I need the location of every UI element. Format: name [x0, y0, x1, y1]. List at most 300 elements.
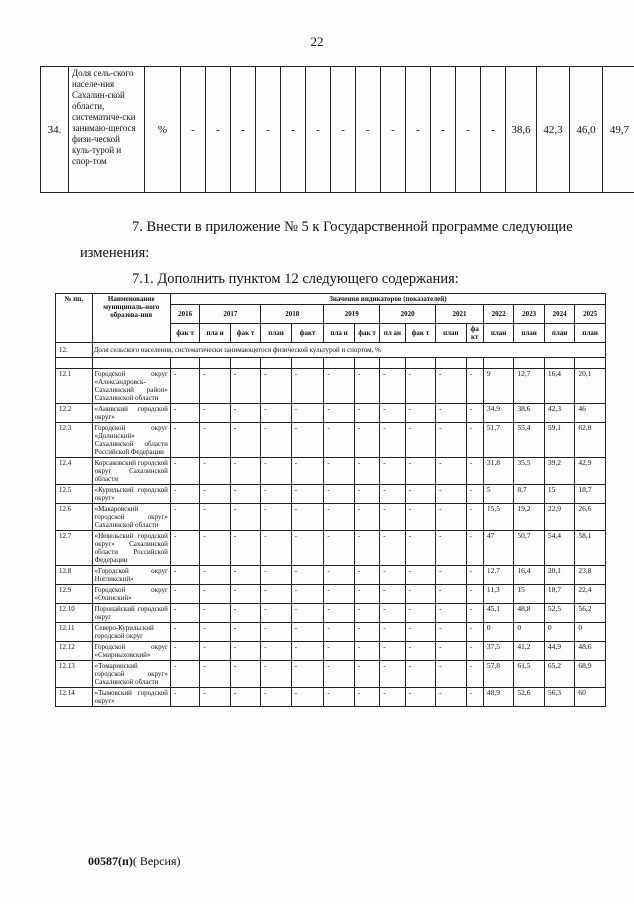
row-number: 12.6	[56, 504, 93, 531]
row-number: 12.13	[56, 661, 93, 688]
value-cell: -	[200, 585, 230, 604]
value-cell: -	[170, 585, 199, 604]
value-cell: -	[170, 423, 199, 458]
value-cell: -	[291, 604, 324, 623]
value-cell: -	[291, 642, 324, 661]
value-cell: 42,3	[544, 404, 574, 423]
sub-header: план	[261, 324, 291, 343]
value-cell: -	[261, 585, 291, 604]
sub-header: фак т	[354, 324, 379, 343]
value-cell: -	[324, 404, 354, 423]
value-cell: 26,6	[575, 504, 606, 531]
value-cell: -	[466, 566, 483, 585]
value-cell: -	[380, 485, 405, 504]
value-cell: 46	[575, 404, 606, 423]
value-cell: -	[405, 688, 435, 707]
sub-header: пл ан	[380, 324, 405, 343]
year-header: 2025	[575, 305, 606, 324]
value-cell: 0	[575, 623, 606, 642]
empty-cell	[170, 358, 199, 369]
value-cell: -	[200, 688, 230, 707]
value-cell: 42,9	[575, 458, 606, 485]
section-title: Доля сельского населения, систематически занимающегося физической культурой и спортом, %	[92, 343, 605, 358]
municipality-name: «Томаринский городской округ» Сахалинской области	[92, 661, 170, 688]
value-cell: 15	[514, 585, 544, 604]
municipality-name: Северо-Курильский городской округ	[92, 623, 170, 642]
table-row	[56, 404, 606, 423]
value-cell: -	[436, 458, 466, 485]
municipality-name: Городской округ «Охинский»	[92, 585, 170, 604]
year-header: 2021	[436, 305, 484, 324]
value-cell: -	[230, 423, 260, 458]
municipality-name: «Макаровский городской округ» Сахалинской области	[92, 504, 170, 531]
row-number: 12.2	[56, 404, 93, 423]
sub-header: план	[544, 324, 574, 343]
value-cell: -	[324, 623, 354, 642]
value-cell: 58,1	[575, 531, 606, 566]
header-row	[56, 294, 606, 305]
value-cell: -	[230, 688, 260, 707]
value-cell: -	[405, 642, 435, 661]
unit-cell: %	[145, 67, 181, 193]
table-row	[56, 504, 606, 531]
value-cell: 5	[483, 485, 513, 504]
sub-header: фа кт	[466, 324, 483, 343]
municipality-name: «Анивский городской округ»	[92, 404, 170, 423]
value-cell: 68,9	[575, 661, 606, 688]
continued-indicator-table	[40, 66, 634, 193]
empty-cell	[544, 358, 574, 369]
row-number: 12.5	[56, 485, 93, 504]
value-cell: 38,6	[506, 67, 537, 193]
sub-header: пла н	[200, 324, 230, 343]
value-cell: -	[405, 623, 435, 642]
indicator-table	[55, 293, 606, 707]
empty-cell	[92, 358, 170, 369]
value-cell: 35,5	[514, 458, 544, 485]
value-cell: -	[306, 67, 331, 193]
value-cell: -	[436, 604, 466, 623]
value-cell: -	[261, 404, 291, 423]
value-cell: -	[324, 423, 354, 458]
value-cell: -	[354, 623, 379, 642]
value-cell: -	[354, 504, 379, 531]
year-header: 2019	[324, 305, 380, 324]
value-cell: -	[230, 585, 260, 604]
value-cell: -	[380, 423, 405, 458]
value-cell: -	[230, 623, 260, 642]
value-cell: -	[380, 404, 405, 423]
table-row	[56, 642, 606, 661]
value-cell: -	[380, 566, 405, 585]
section-number: 12.	[56, 343, 93, 358]
value-cell: 59,1	[544, 423, 574, 458]
value-cell: -	[230, 661, 260, 688]
value-cell: -	[200, 458, 230, 485]
value-cell: -	[261, 423, 291, 458]
value-cell: -	[170, 604, 199, 623]
value-cell: -	[436, 566, 466, 585]
value-cell: 9	[483, 369, 513, 404]
value-cell: 46,0	[570, 67, 603, 193]
value-cell: -	[170, 642, 199, 661]
value-cell: -	[380, 369, 405, 404]
empty-cell	[380, 358, 405, 369]
page-number: 22	[310, 34, 324, 49]
value-cell: 11,3	[483, 585, 513, 604]
table-row	[56, 688, 606, 707]
value-cell: -	[291, 504, 324, 531]
municipality-name: Поронайский городской округ	[92, 604, 170, 623]
paragraph-amendment: 7. Внести в приложение № 5 к Государственной программе следующие	[132, 219, 573, 235]
value-cell: -	[380, 458, 405, 485]
value-cell: 19,2	[514, 504, 544, 531]
sub-header: фак т	[230, 324, 260, 343]
value-cell: 60	[575, 688, 606, 707]
table-row	[56, 423, 606, 458]
row-number: 12.3	[56, 423, 93, 458]
value-cell: -	[436, 585, 466, 604]
value-cell: 0	[483, 623, 513, 642]
year-header: 2017	[200, 305, 261, 324]
municipality-name: Городской округ «Александровск-Сахалинский район» Сахалинской области	[92, 369, 170, 404]
value-cell: 55,4	[514, 423, 544, 458]
value-cell: 39,2	[544, 458, 574, 485]
value-cell: 50,7	[514, 531, 544, 566]
value-cell: 38,6	[514, 404, 544, 423]
value-cell: -	[466, 642, 483, 661]
value-cell: -	[405, 458, 435, 485]
value-cell: -	[436, 504, 466, 531]
document-footer	[88, 854, 181, 869]
value-cell: 56,2	[575, 604, 606, 623]
value-cell: -	[230, 404, 260, 423]
value-cell: -	[466, 585, 483, 604]
value-cell: -	[200, 423, 230, 458]
table-row	[56, 531, 606, 566]
municipality-name: «Тымовский городской округ»	[92, 688, 170, 707]
value-cell: 22,4	[575, 585, 606, 604]
table-row	[56, 458, 606, 485]
spacer-row	[56, 358, 606, 369]
value-cell: -	[354, 458, 379, 485]
value-cell: -	[261, 661, 291, 688]
empty-cell	[324, 358, 354, 369]
value-cell: -	[324, 604, 354, 623]
column-header-number: № пп.	[56, 294, 93, 343]
value-cell: -	[354, 531, 379, 566]
value-cell: 48,9	[483, 688, 513, 707]
paragraph-changes: изменения:	[80, 245, 150, 261]
value-cell: -	[230, 369, 260, 404]
value-cell: -	[200, 623, 230, 642]
value-cell: -	[324, 661, 354, 688]
empty-cell	[466, 358, 483, 369]
value-cell: -	[436, 404, 466, 423]
value-cell: -	[324, 458, 354, 485]
value-cell: 52,5	[544, 604, 574, 623]
row-number: 12.10	[56, 604, 93, 623]
value-cell: -	[261, 504, 291, 531]
year-header: 2022	[483, 305, 513, 324]
value-cell: -	[436, 531, 466, 566]
document-version: ( Версия)	[132, 854, 181, 868]
value-cell: -	[466, 458, 483, 485]
value-cell: -	[261, 642, 291, 661]
table-row	[56, 661, 606, 688]
value-cell: 51,7	[483, 423, 513, 458]
value-cell: -	[324, 688, 354, 707]
value-cell: 52,6	[514, 688, 544, 707]
value-cell: -	[381, 67, 406, 193]
value-cell: 49,7	[603, 67, 634, 193]
sub-header: план	[575, 324, 606, 343]
table-row	[56, 623, 606, 642]
value-cell: -	[324, 531, 354, 566]
table-row	[41, 67, 634, 193]
empty-cell	[56, 358, 93, 369]
value-cell: 16,4	[514, 566, 544, 585]
value-cell: -	[380, 531, 405, 566]
row-number: 12.7	[56, 531, 93, 566]
value-cell: -	[261, 458, 291, 485]
value-cell: 48,6	[575, 642, 606, 661]
year-header: 2018	[261, 305, 324, 324]
value-cell: -	[230, 531, 260, 566]
value-cell: -	[405, 369, 435, 404]
value-cell: 31,8	[483, 458, 513, 485]
value-cell: -	[466, 404, 483, 423]
value-cell: -	[466, 623, 483, 642]
value-cell: -	[206, 67, 231, 193]
value-cell: -	[354, 485, 379, 504]
sub-header: план	[436, 324, 466, 343]
value-cell: -	[200, 531, 230, 566]
table-row	[56, 604, 606, 623]
value-cell: -	[291, 458, 324, 485]
value-cell: 44,9	[544, 642, 574, 661]
value-cell: -	[170, 369, 199, 404]
value-cell: -	[354, 604, 379, 623]
indicator-name: Доля сель-ского населе-ния Сахалин-ской области, систематиче-ски занимаю-щегося физи-ческой куль-турой и спор-том	[69, 67, 145, 193]
value-cell: -	[200, 604, 230, 623]
municipality-name: «Городской округ Ногликский»	[92, 566, 170, 585]
municipality-name: Корсаковский городской округ Сахалинской области	[92, 458, 170, 485]
value-cell: -	[436, 423, 466, 458]
value-cell: -	[354, 566, 379, 585]
value-cell: 18,7	[575, 485, 606, 504]
value-cell: -	[436, 688, 466, 707]
value-cell: -	[380, 661, 405, 688]
value-cell: -	[354, 585, 379, 604]
value-cell: -	[261, 531, 291, 566]
value-cell: -	[436, 369, 466, 404]
row-number: 12.11	[56, 623, 93, 642]
value-cell: -	[466, 369, 483, 404]
value-cell: -	[291, 661, 324, 688]
value-cell: -	[466, 531, 483, 566]
value-cell: -	[380, 585, 405, 604]
value-cell: -	[354, 369, 379, 404]
value-cell: -	[405, 661, 435, 688]
value-cell: -	[405, 531, 435, 566]
value-cell: 62,8	[575, 423, 606, 458]
value-cell: -	[466, 604, 483, 623]
document-code: 00587(п)	[88, 854, 133, 868]
value-cell: -	[406, 67, 431, 193]
value-cell: -	[331, 67, 356, 193]
value-cell: -	[230, 504, 260, 531]
value-cell: 0	[544, 623, 574, 642]
row-number: 12.12	[56, 642, 93, 661]
value-cell: -	[405, 404, 435, 423]
value-cell: -	[354, 642, 379, 661]
value-cell: 15,5	[483, 504, 513, 531]
table-row	[56, 566, 606, 585]
value-cell: -	[456, 67, 481, 193]
value-cell: 12,7	[483, 566, 513, 585]
value-cell: 0	[514, 623, 544, 642]
sub-header: фак т	[170, 324, 199, 343]
value-cell: -	[170, 485, 199, 504]
value-cell: -	[170, 404, 199, 423]
value-cell: -	[181, 67, 206, 193]
value-cell: -	[230, 485, 260, 504]
empty-cell	[354, 358, 379, 369]
value-cell: -	[261, 623, 291, 642]
sub-header: факт	[291, 324, 324, 343]
value-cell: -	[380, 604, 405, 623]
value-cell: 12,7	[514, 369, 544, 404]
value-cell: -	[230, 566, 260, 585]
value-cell: 47	[483, 531, 513, 566]
value-cell: 54,4	[544, 531, 574, 566]
empty-cell	[575, 358, 606, 369]
value-cell: -	[261, 688, 291, 707]
empty-cell	[200, 358, 230, 369]
value-cell: 8,7	[514, 485, 544, 504]
value-cell: 15	[544, 485, 574, 504]
value-cell: -	[291, 688, 324, 707]
value-cell: -	[466, 661, 483, 688]
value-cell: -	[431, 67, 456, 193]
municipality-name: «Курильский городской округ»	[92, 485, 170, 504]
year-header: 2023	[514, 305, 544, 324]
value-cell: -	[170, 623, 199, 642]
sub-header: план	[514, 324, 544, 343]
column-header-name: Наименование муниципаль-ного образова-ния	[92, 294, 170, 343]
value-cell: -	[466, 504, 483, 531]
value-cell: -	[405, 423, 435, 458]
row-number: 12.1	[56, 369, 93, 404]
value-cell: -	[466, 485, 483, 504]
value-cell: -	[436, 642, 466, 661]
municipality-name: Городской округ «Долинский» Сахалинской области Российской Федерации	[92, 423, 170, 458]
value-cell: -	[324, 566, 354, 585]
value-cell: -	[324, 369, 354, 404]
value-cell: -	[200, 404, 230, 423]
value-cell: -	[230, 458, 260, 485]
value-cell: -	[261, 369, 291, 404]
row-number: 34.	[41, 67, 69, 193]
value-cell: -	[200, 642, 230, 661]
municipality-name: Городской округ «Смирныховский»	[92, 642, 170, 661]
value-cell: -	[466, 688, 483, 707]
value-cell: -	[291, 404, 324, 423]
value-cell: -	[170, 688, 199, 707]
value-cell: -	[380, 623, 405, 642]
paragraph-supplement: 7.1. Дополнить пунктом 12 следующего содержания:	[132, 271, 459, 287]
value-cell: -	[230, 604, 260, 623]
value-cell: 22,9	[544, 504, 574, 531]
row-number: 12.14	[56, 688, 93, 707]
value-cell: -	[405, 566, 435, 585]
value-cell: 20,1	[544, 566, 574, 585]
empty-cell	[261, 358, 291, 369]
value-cell: -	[200, 369, 230, 404]
value-cell: -	[436, 485, 466, 504]
empty-cell	[514, 358, 544, 369]
year-header: 2016	[170, 305, 199, 324]
value-cell: -	[200, 566, 230, 585]
value-cell: 23,8	[575, 566, 606, 585]
empty-cell	[291, 358, 324, 369]
value-cell: 41,2	[514, 642, 544, 661]
value-cell: -	[261, 566, 291, 585]
table-row	[56, 369, 606, 404]
sub-header: фак т	[405, 324, 435, 343]
value-cell: 48,8	[514, 604, 544, 623]
empty-cell	[405, 358, 435, 369]
value-cell: 65,2	[544, 661, 574, 688]
value-cell: -	[170, 531, 199, 566]
value-cell: -	[380, 688, 405, 707]
value-cell: -	[261, 485, 291, 504]
value-cell: 56,3	[544, 688, 574, 707]
table-row	[56, 585, 606, 604]
value-cell: 16,4	[544, 369, 574, 404]
value-cell: -	[170, 458, 199, 485]
value-cell: -	[291, 585, 324, 604]
value-cell: 45,1	[483, 604, 513, 623]
value-cell: -	[231, 67, 256, 193]
value-cell: -	[291, 566, 324, 585]
value-cell: -	[354, 661, 379, 688]
empty-cell	[483, 358, 513, 369]
value-cell: -	[200, 485, 230, 504]
sub-header: пла н	[324, 324, 354, 343]
value-cell: 34,9	[483, 404, 513, 423]
value-cell: -	[256, 67, 281, 193]
value-cell: -	[405, 585, 435, 604]
value-cell: -	[356, 67, 381, 193]
empty-cell	[436, 358, 466, 369]
value-cell: -	[291, 623, 324, 642]
value-cell: -	[324, 504, 354, 531]
value-cell: -	[170, 661, 199, 688]
row-number: 12.4	[56, 458, 93, 485]
value-cell: -	[281, 67, 306, 193]
value-cell: -	[291, 423, 324, 458]
value-cell: -	[291, 369, 324, 404]
value-cell: -	[200, 661, 230, 688]
row-number: 12.8	[56, 566, 93, 585]
year-header: 2020	[380, 305, 436, 324]
value-cell: -	[324, 585, 354, 604]
sub-header: план	[483, 324, 513, 343]
value-cell: -	[354, 404, 379, 423]
value-cell: -	[354, 423, 379, 458]
